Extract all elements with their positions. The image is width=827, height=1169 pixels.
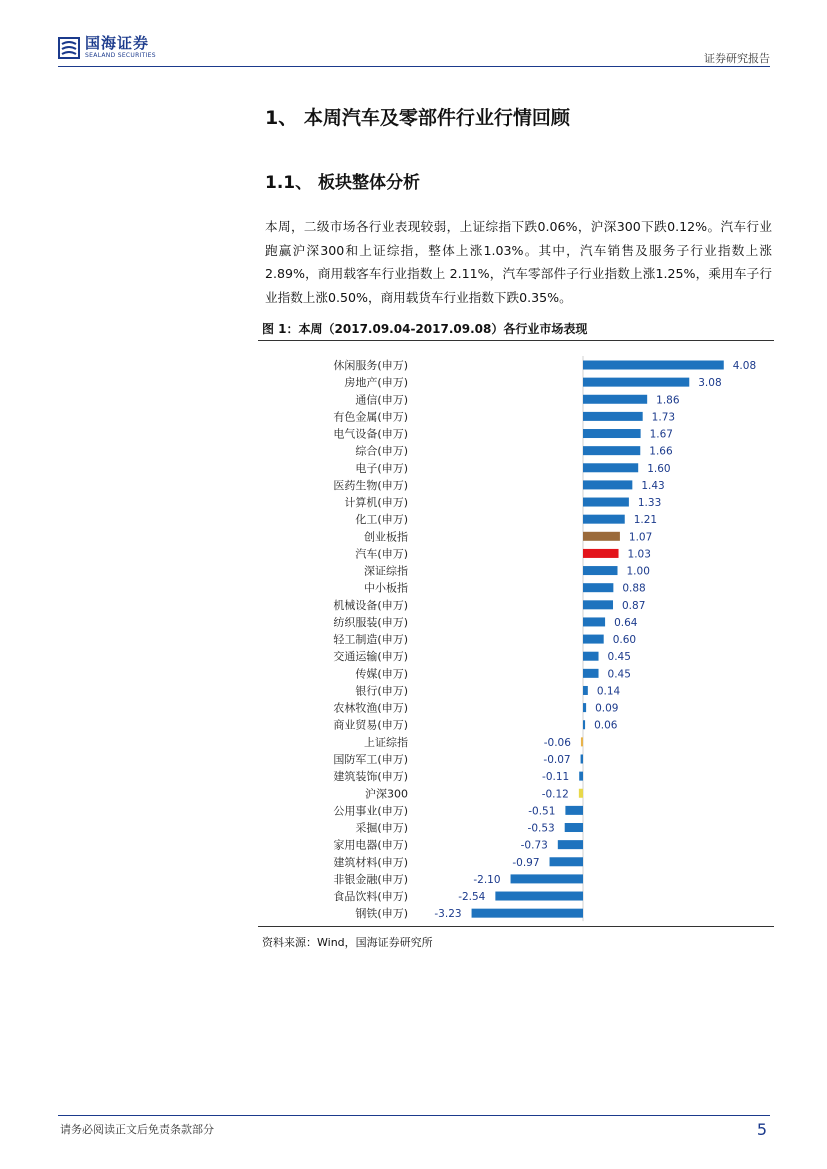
bar bbox=[550, 857, 583, 866]
sealand-logo-icon bbox=[58, 37, 80, 59]
bar bbox=[558, 840, 583, 849]
category-label: 食品饮料(申万) bbox=[333, 890, 408, 904]
category-label: 机械设备(申万) bbox=[333, 598, 408, 612]
figure-bottom-rule bbox=[258, 926, 774, 927]
category-label: 钢铁(申万) bbox=[355, 907, 408, 921]
data-label: 1.00 bbox=[626, 565, 650, 578]
figure-top-rule bbox=[258, 340, 774, 341]
category-label: 创业板指 bbox=[364, 530, 408, 544]
figure-source: 资料来源：Wind，国海证券研究所 bbox=[262, 936, 433, 949]
category-label: 建筑材料(申万) bbox=[333, 855, 408, 869]
category-label: 公用事业(申万) bbox=[333, 804, 408, 818]
category-label: 轻工制造(申万) bbox=[333, 633, 408, 647]
bar bbox=[579, 772, 583, 781]
data-label: 1.43 bbox=[641, 479, 665, 492]
data-label: 1.21 bbox=[633, 514, 658, 527]
bar bbox=[583, 463, 638, 472]
bar bbox=[579, 789, 583, 798]
bar bbox=[583, 686, 588, 695]
category-label: 医药生物(申万) bbox=[333, 478, 408, 492]
bar bbox=[583, 720, 585, 729]
category-label: 国防军工(申万) bbox=[333, 752, 408, 766]
section-heading: 1、 本周汽车及零部件行业行情回顾 bbox=[265, 107, 570, 129]
bar bbox=[583, 617, 605, 626]
data-label: 1.03 bbox=[627, 548, 651, 561]
bar bbox=[583, 412, 643, 421]
bar bbox=[583, 395, 647, 404]
bar bbox=[583, 498, 629, 507]
bar bbox=[583, 566, 618, 575]
data-label: -0.51 bbox=[528, 805, 556, 818]
bar bbox=[472, 909, 583, 918]
data-label: 0.45 bbox=[607, 651, 631, 664]
data-label: 0.60 bbox=[612, 634, 637, 647]
footer-divider bbox=[58, 1115, 770, 1116]
logo-english-name: SEALAND SECURITIES bbox=[85, 52, 156, 59]
data-label: -3.23 bbox=[434, 908, 462, 921]
data-label: -0.12 bbox=[541, 788, 569, 801]
bar bbox=[581, 754, 583, 763]
bar bbox=[495, 892, 583, 901]
data-label: 1.66 bbox=[649, 445, 673, 458]
category-label: 非银金融(申万) bbox=[333, 872, 408, 886]
data-label: 0.88 bbox=[622, 582, 646, 595]
data-label: 1.60 bbox=[647, 462, 671, 475]
footer-disclaimer: 请务必阅读正文后免责条款部分 bbox=[60, 1123, 214, 1136]
category-label: 农林牧渔(申万) bbox=[333, 701, 408, 715]
category-label: 房地产(申万) bbox=[344, 376, 408, 390]
bar bbox=[565, 806, 583, 815]
category-label: 化工(申万) bbox=[355, 513, 408, 527]
category-label: 深证综指 bbox=[364, 564, 408, 578]
bar bbox=[583, 378, 689, 387]
data-label: 1.86 bbox=[656, 394, 680, 407]
data-label: 0.14 bbox=[596, 685, 621, 698]
data-label: 0.45 bbox=[607, 668, 631, 681]
category-label: 沪深300 bbox=[365, 787, 408, 801]
bar bbox=[583, 361, 724, 370]
category-label: 电气设备(申万) bbox=[333, 427, 408, 441]
bar bbox=[583, 669, 599, 678]
category-label: 商业贸易(申万) bbox=[333, 718, 408, 732]
data-label: 0.87 bbox=[622, 599, 646, 612]
category-label: 中小板指 bbox=[364, 581, 408, 595]
data-label: 1.33 bbox=[637, 497, 662, 510]
data-label: -0.06 bbox=[543, 736, 571, 749]
category-label: 传媒(申万) bbox=[355, 667, 408, 681]
data-label: 1.67 bbox=[649, 428, 674, 441]
category-label: 计算机(申万) bbox=[344, 496, 408, 510]
data-label: 3.08 bbox=[698, 377, 722, 390]
subsection-heading: 1.1、 板块整体分析 bbox=[265, 173, 421, 193]
data-label: -0.73 bbox=[520, 839, 548, 852]
data-label: 0.09 bbox=[595, 702, 619, 715]
bar bbox=[583, 515, 625, 524]
bar bbox=[583, 652, 599, 661]
page-number: 5 bbox=[756, 1120, 767, 1139]
category-label: 家用电器(申万) bbox=[333, 838, 408, 852]
data-label: -0.97 bbox=[512, 856, 540, 869]
figure-title: 图 1：本周（2017.09.04-2017.09.08）各行业市场表现 bbox=[262, 322, 588, 336]
bar bbox=[583, 635, 604, 644]
data-label: 1.07 bbox=[628, 531, 653, 544]
category-label: 纺织服装(申万) bbox=[333, 615, 408, 629]
bar bbox=[583, 480, 632, 489]
bar bbox=[583, 532, 620, 541]
category-label: 采掘(申万) bbox=[355, 821, 408, 835]
category-label: 建筑装饰(申万) bbox=[333, 770, 408, 784]
bar bbox=[565, 823, 583, 832]
data-label: -2.10 bbox=[473, 873, 501, 886]
data-label: -2.54 bbox=[458, 891, 486, 904]
data-label: 0.64 bbox=[614, 616, 638, 629]
header-divider bbox=[58, 66, 770, 67]
category-label: 综合(申万) bbox=[355, 444, 408, 458]
category-label: 休闲服务(申万) bbox=[333, 359, 408, 372]
bar bbox=[583, 600, 613, 609]
category-label: 汽车(申万) bbox=[355, 547, 408, 561]
bar bbox=[583, 703, 586, 712]
category-label: 有色金属(申万) bbox=[333, 410, 408, 424]
category-label: 电子(申万) bbox=[355, 461, 408, 475]
page-header bbox=[58, 36, 770, 66]
bar bbox=[581, 737, 583, 746]
category-label: 通信(申万) bbox=[355, 393, 408, 407]
data-label: 4.08 bbox=[732, 360, 757, 372]
data-label: -0.11 bbox=[542, 771, 570, 784]
bar bbox=[511, 874, 583, 883]
logo-chinese-name: 国海证券 bbox=[85, 34, 150, 52]
industry-performance-bar-chart bbox=[258, 342, 774, 924]
company-logo bbox=[58, 36, 156, 59]
summary-paragraph: 本周，二级市场各行业表现较弱，上证综指下跌0.06%，沪深300下跌0.12%。汽车行业跑赢沪深300和上证综指，整体上涨1.03%。其中，汽车销售及服务子行业指数上涨 2.89%，商用载客车行业指数上 2.11%，汽车零部件子行业指数上涨1.25%，乘用车子行业指数上涨0.50%，商用载货车行业指数下跌0.35%。 bbox=[265, 219, 772, 305]
category-label: 银行(申万) bbox=[355, 684, 408, 698]
bar bbox=[583, 583, 613, 592]
bar bbox=[583, 549, 619, 558]
bar bbox=[583, 446, 640, 455]
report-type: 证券研究报告 bbox=[704, 52, 770, 65]
data-label: -0.53 bbox=[527, 822, 555, 835]
category-label: 交通运输(申万) bbox=[333, 650, 408, 664]
category-label: 上证综指 bbox=[364, 735, 408, 749]
data-label: -0.07 bbox=[543, 753, 571, 766]
data-label: 0.06 bbox=[594, 719, 618, 732]
data-label: 1.73 bbox=[651, 411, 676, 424]
bar bbox=[583, 429, 641, 438]
